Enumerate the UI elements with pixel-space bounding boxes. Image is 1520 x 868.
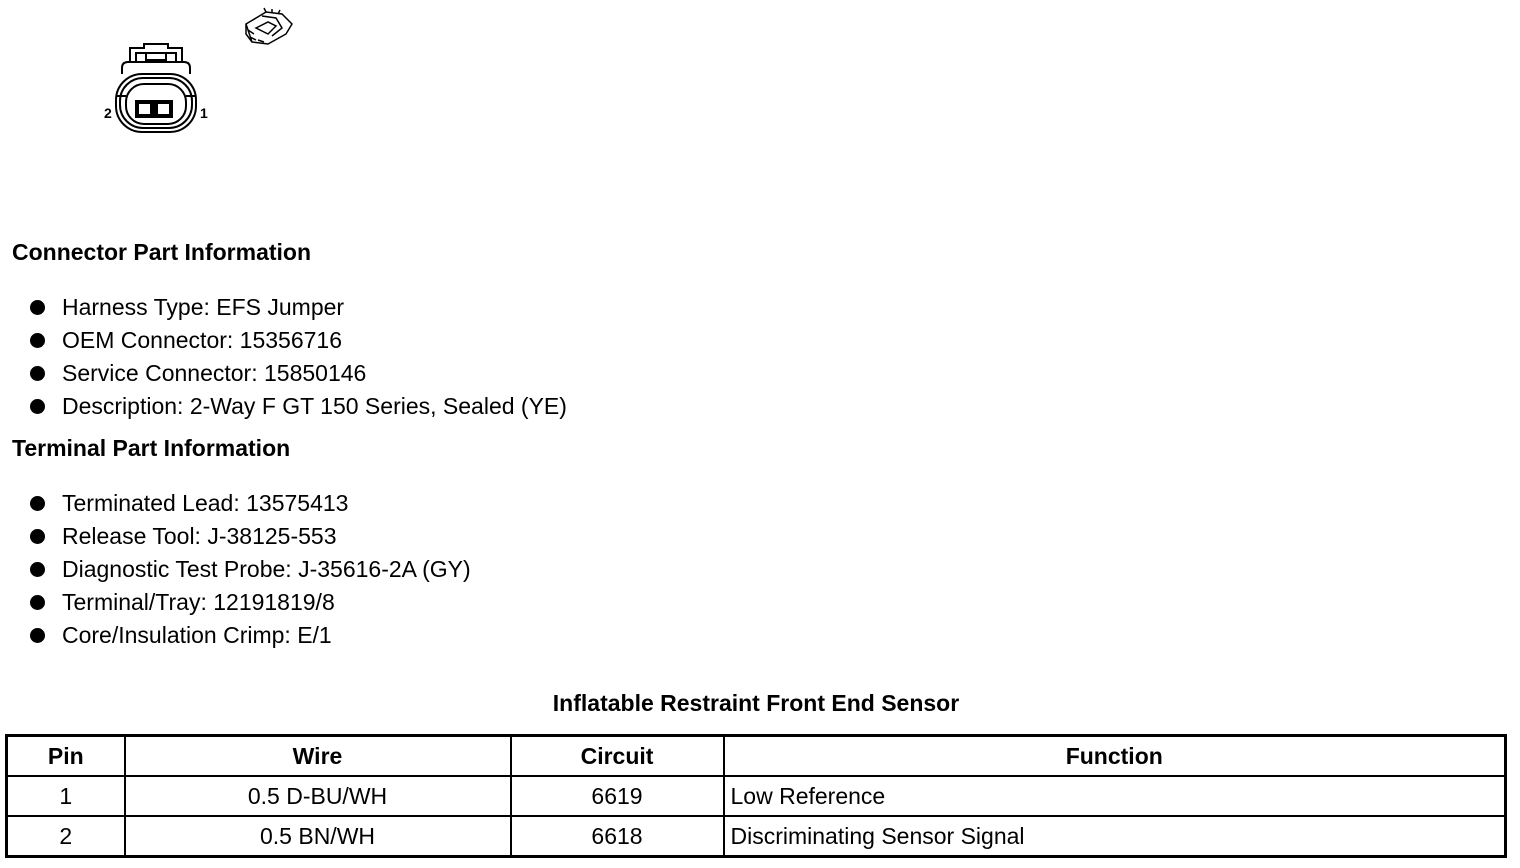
connector-perspective-view	[246, 8, 292, 44]
bullet-icon	[30, 399, 45, 414]
core-insulation-crimp: Core/Insulation Crimp: E/1	[62, 622, 332, 648]
table-header-row	[7, 736, 1506, 777]
list-item	[28, 291, 567, 324]
connector-part-info-list	[28, 291, 567, 423]
list-item	[28, 487, 471, 520]
pin-table	[5, 734, 1507, 858]
circuit-cell: 6619	[511, 776, 724, 816]
release-tool: Release Tool: J-38125-553	[62, 523, 337, 549]
wire-cell: 0.5 D-BU/WH	[125, 776, 511, 816]
pin-label-2: 2	[104, 105, 112, 121]
connector-description: Description: 2-Way F GT 150 Series, Sealed (YE)	[62, 393, 567, 419]
pin-table-title: Inflatable Restraint Front End Sensor	[552, 690, 960, 716]
bullet-icon	[30, 628, 45, 643]
diagnostic-test-probe: Diagnostic Test Probe: J-35616-2A (GY)	[62, 556, 471, 582]
list-item	[28, 357, 567, 390]
terminated-lead: Terminated Lead: 13575413	[62, 490, 349, 516]
bullet-icon	[30, 300, 45, 315]
circuit-cell: 6618	[511, 816, 724, 857]
bullet-icon	[30, 366, 45, 381]
terminal-part-info-list	[28, 487, 471, 652]
list-item	[28, 586, 471, 619]
connector-harness-type: Harness Type: EFS Jumper	[62, 294, 345, 320]
connector-diagram	[96, 4, 316, 144]
pin-cell: 2	[7, 816, 125, 857]
column-header-pin: Pin	[7, 736, 125, 777]
bullet-icon	[30, 496, 45, 511]
wire-cell: 0.5 BN/WH	[125, 816, 511, 857]
bullet-icon	[30, 562, 45, 577]
column-header-wire: Wire	[125, 736, 511, 777]
function-cell: Discriminating Sensor Signal	[724, 816, 1506, 857]
function-cell: Low Reference	[724, 776, 1506, 816]
list-item	[28, 619, 471, 652]
bullet-icon	[30, 595, 45, 610]
column-header-circuit: Circuit	[511, 736, 724, 777]
connector-face-view	[116, 44, 196, 132]
pin-label-1: 1	[200, 105, 208, 121]
bullet-icon	[30, 529, 45, 544]
connector-oem-number: OEM Connector: 15356716	[62, 327, 343, 353]
list-item	[28, 390, 567, 423]
table-row	[7, 776, 1506, 816]
bullet-icon	[30, 333, 45, 348]
list-item	[28, 553, 471, 586]
connector-part-info-heading: Connector Part Information	[12, 239, 312, 265]
list-item	[28, 520, 471, 553]
connector-service-number: Service Connector: 15850146	[62, 360, 367, 386]
pin-cell: 1	[7, 776, 125, 816]
column-header-function: Function	[724, 736, 1506, 777]
terminal-tray: Terminal/Tray: 12191819/8	[62, 589, 335, 615]
table-row	[7, 816, 1506, 857]
terminal-part-info-heading: Terminal Part Information	[12, 435, 291, 461]
list-item	[28, 324, 567, 357]
